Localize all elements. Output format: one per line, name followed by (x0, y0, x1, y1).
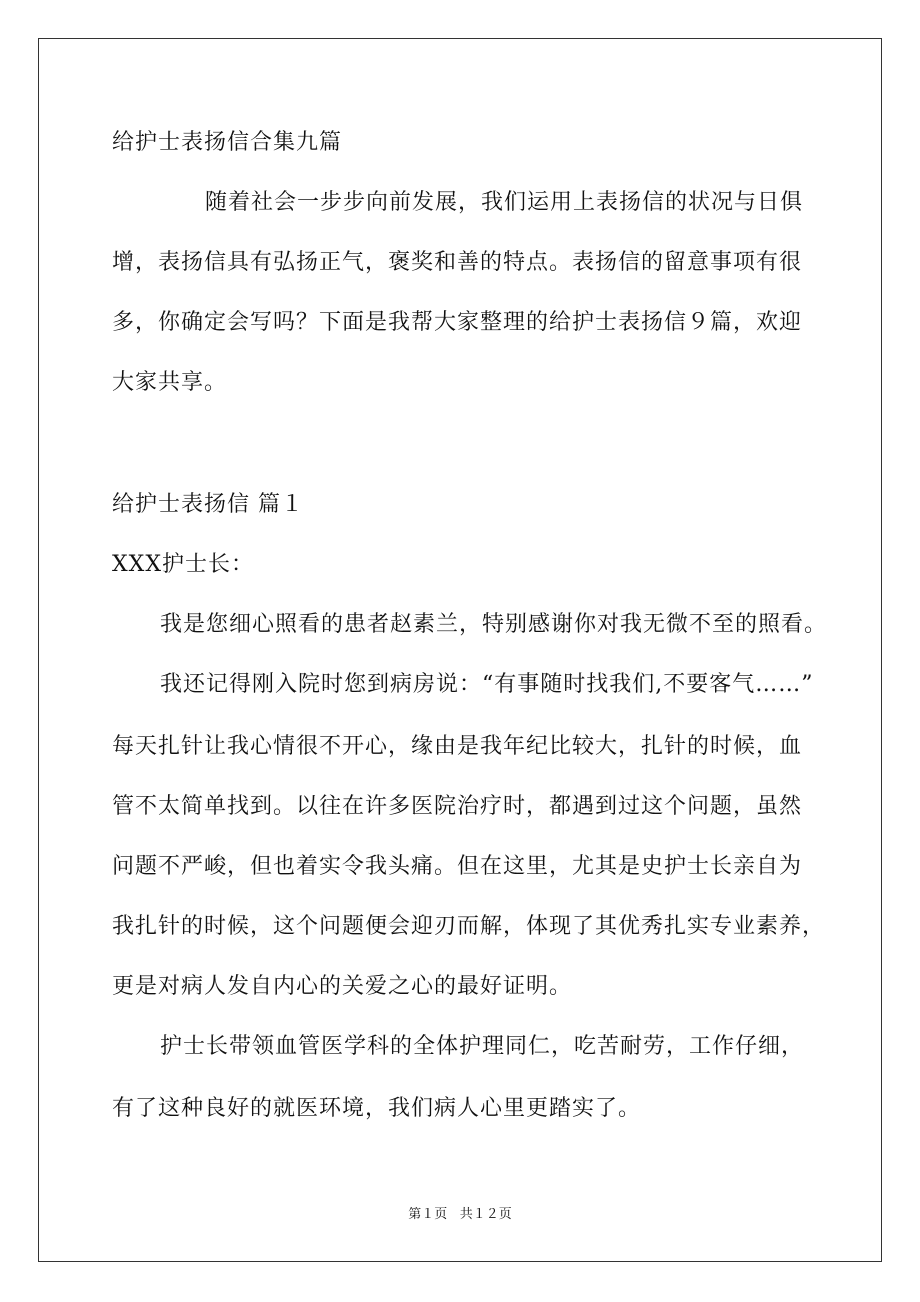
intro-line-3: 多，你确定会写吗？下面是我帮大家整理的给护士表扬信９篇，欢迎 (112, 310, 803, 335)
body-line-2: 我还记得刚入院时您到病房说：“有事随时找我们,不要客气……” (160, 672, 814, 697)
body-line-3: 每天扎针让我心情很不开心，缘由是我年纪比较大，扎针的时候，血 (112, 734, 803, 759)
intro-line-2: 增，表扬信具有弘扬正气，褒奖和善的特点。表扬信的留意事项有很 (112, 250, 803, 275)
intro-line-4: 大家共享。 (112, 370, 228, 395)
document-title: 给护士表扬信合集九篇 (112, 130, 343, 155)
salutation: XXX护士长： (112, 552, 254, 577)
body-line-9: 有了这种良好的就医环境，我们病人心里更踏实了。 (112, 1096, 642, 1121)
intro-line-1: 随着社会一步步向前发展，我们运用上表扬信的状况与日俱 (205, 190, 804, 215)
page-border (38, 38, 882, 1262)
body-line-6: 我扎针的时候，这个问题便会迎刃而解，体现了其优秀扎实专业素养， (112, 914, 826, 939)
body-line-8: 护士长带领血管医学科的全体护理同仁，吃苦耐劳，工作仔细， (160, 1034, 805, 1059)
body-line-7: 更是对病人发自内心的关爱之心的最好证明。 (112, 974, 573, 999)
body-line-1: 我是您细心照看的患者赵素兰，特别感谢你对我无微不至的照看。 (160, 612, 828, 637)
page-number-footer: 第１页 共１２页 (408, 1207, 512, 1222)
body-line-4: 管不太简单找到。以往在许多医院治疗时，都遇到过这个问题，虽然 (112, 794, 803, 819)
section-heading: 给护士表扬信 篇１ (112, 492, 304, 517)
body-line-5: 问题不严峻，但也着实令我头痛。但在这里，尤其是史护士长亲自为 (112, 854, 803, 879)
